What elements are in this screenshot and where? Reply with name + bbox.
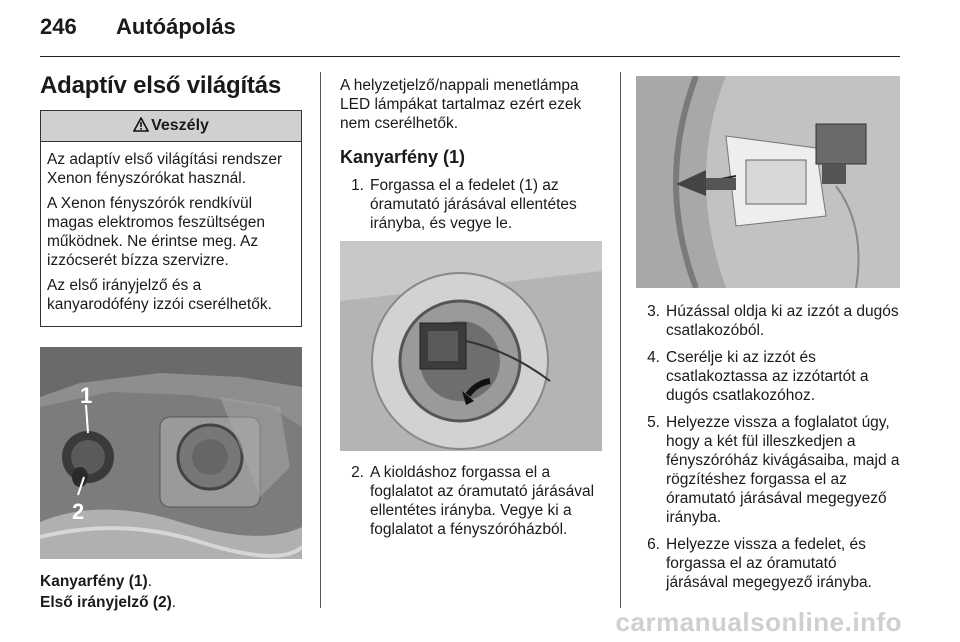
step-item: 2. A kioldáshoz forgassa el a foglalatot az óramutató járásával ellentétes irányba. Vegye ki a foglalatot a fényszóróházból.: [351, 464, 595, 538]
warning-paragraph: Az első irányjelző és a kanyarodófény izzói cserélhetők.: [47, 277, 272, 313]
section-title: Adaptív első világítás: [40, 72, 282, 99]
warning-header: [41, 111, 301, 142]
step-item: 3. Húzással oldja ki az izzót a dugós csatlakozóból.: [647, 303, 899, 339]
header-rule: [40, 56, 900, 57]
column-middle: [340, 62, 602, 547]
warning-title: Veszély: [151, 117, 209, 134]
page-number: 246: [40, 14, 77, 39]
socket-figure: [340, 241, 602, 451]
caption-bold: Kanyarfény (1): [40, 573, 148, 590]
warning-body: [41, 142, 301, 326]
warning-box: [40, 110, 302, 327]
step-item: 1. Forgassa el a fedelet (1) az óramutató járásával ellentétes irányba, és vegye le.: [351, 177, 577, 232]
page-header: [40, 10, 236, 44]
step-item: 4. Cserélje ki az izzót és csatlakoztassa az izzótartót a dugós csatlakozóhoz.: [647, 349, 869, 404]
warning-paragraph: A Xenon fényszórók rendkívül magas elektromos feszültségen működnek. Ne érintse meg. Az izzócserét bízza szervizre.: [47, 195, 265, 269]
column-divider: [320, 72, 321, 608]
step-item: 5. Helyezze vissza a foglalatot úgy, hogy a két fül illeszkedjen a fényszóróház kivágásaiba, majd a rögzítéshez forgassa el az óramutató járásával megegyező irányba.: [647, 414, 900, 526]
chapter-title: Autóápolás: [116, 14, 236, 39]
steps-list: [340, 176, 602, 233]
figure-caption: Kanyarfény (1). Első irányjelző (2).: [40, 573, 177, 611]
bulb-figure: [636, 76, 900, 288]
figure-label: 1: [80, 383, 93, 408]
subsection-title: Kanyarfény (1): [340, 147, 466, 167]
caption-bold: Első irányjelző (2): [40, 594, 172, 611]
figure-label: 2: [72, 499, 85, 524]
column-left: [40, 62, 302, 613]
steps-list: [340, 463, 602, 539]
steps-list: [636, 302, 902, 592]
headlight-figure: [40, 347, 302, 559]
column-divider: [620, 72, 621, 608]
column-right: [636, 62, 902, 600]
watermark: carmanualsonline.info: [615, 607, 902, 637]
intro-text: A helyzetjelző/nappali menetlámpa LED lámpákat tartalmaz ezért ezek nem cserélhetők.: [340, 77, 582, 132]
warning-paragraph: Az adaptív első világítási rendszer Xenon fényszórókat használ.: [47, 151, 283, 187]
step-item: 6. Helyezze vissza a fedelet, és forgassa el az óramutató járásával megegyező irányba.: [647, 536, 872, 591]
warning-triangle-icon: [133, 117, 149, 132]
